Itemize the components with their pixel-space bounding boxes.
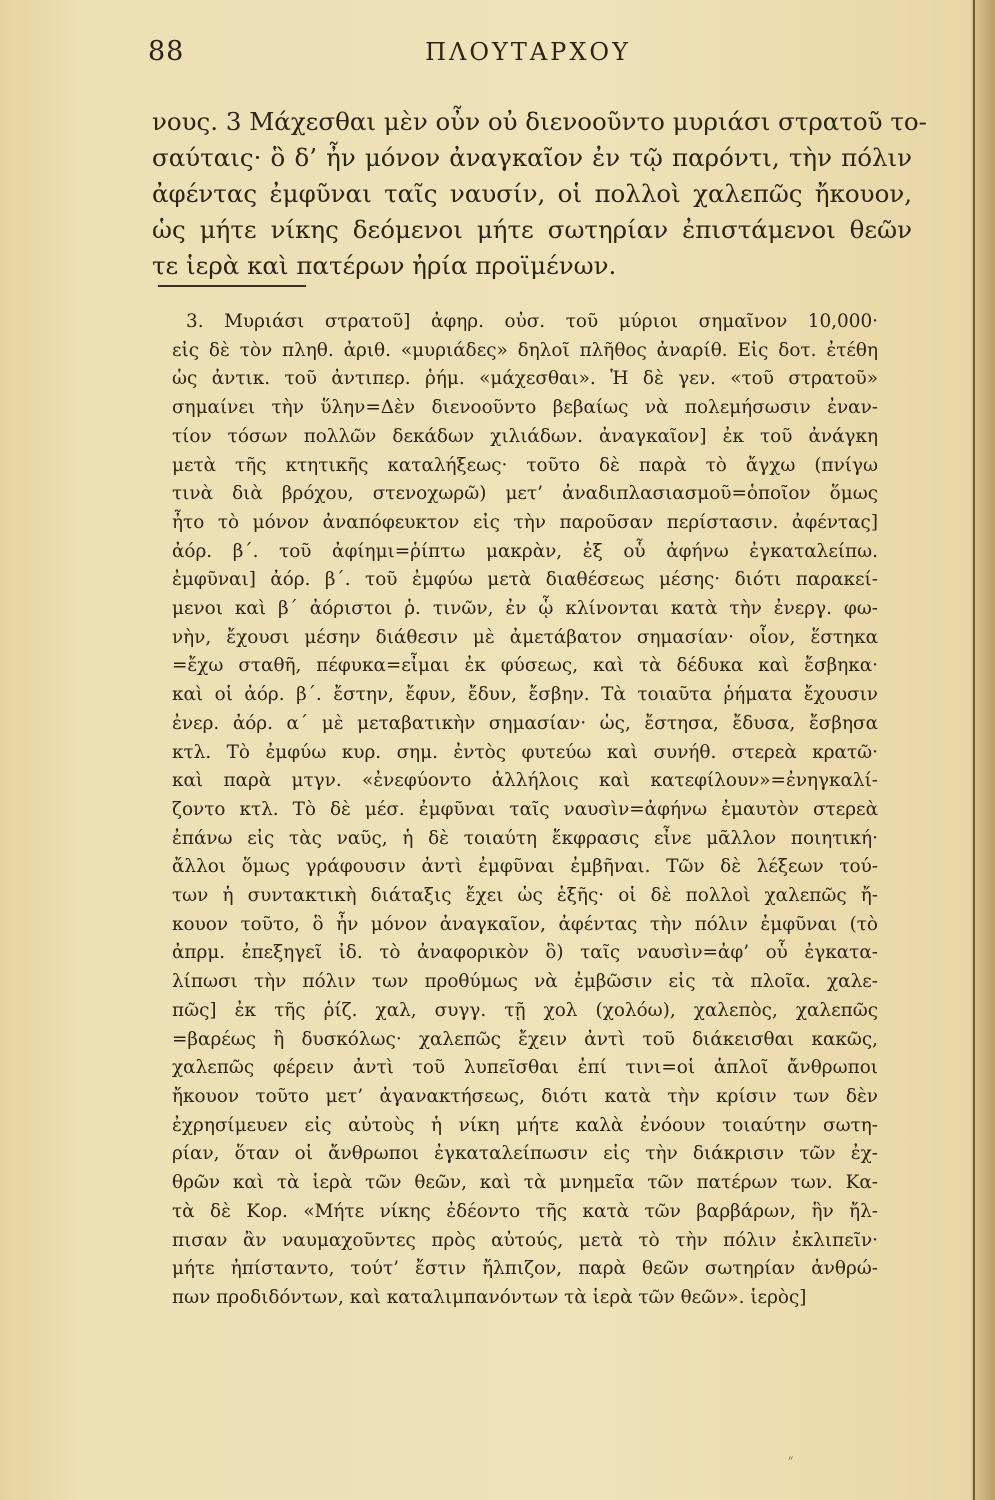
note-line: ἦτο τὸ μόνον ἀναπόφευκτον εἰς τὴν παροῦσαν περίστασιν. ἀφέντας] bbox=[172, 511, 878, 533]
note-line: εἰς δὲ τὸν πληθ. ἀριθ. «μυριάδες» δηλοῖ πλῆθος ἀναρίθ. Εἰς δοτ. ἐτέθη bbox=[172, 339, 878, 361]
commentary-notes bbox=[172, 308, 878, 1313]
note-line: ἀόρ. β΄. τοῦ ἀφίημι=ῥίπτω μακρὰν, ἐξ οὗ ἀφήνω ἐγκαταλείπω. bbox=[172, 540, 878, 562]
note-line: ρίαν, ὅταν οἱ ἄνθρωποι ἐγκαταλείπωσιν εἰς τὴν διάκρισιν τῶν ἐχ- bbox=[172, 1143, 878, 1165]
note-line: τινὰ διὰ βρόχου, στενοχωρῶ) μετ’ ἀναδιπλασιασμοῦ=ὁποῖον ὅμως bbox=[172, 483, 878, 505]
note-line: πων προδιδόντων, καὶ καταλιμπανόντων τὰ ἱερὰ τῶν θεῶν». ἱερὸς] bbox=[172, 1286, 807, 1308]
page-number: 88 bbox=[148, 36, 185, 67]
note-line: λίπωσι τὴν πόλιν των προθύμως νὰ ἐμβῶσιν εἰς τὰ πλοῖα. χαλε- bbox=[172, 971, 878, 993]
note-line: τίον τόσων πολλῶν δεκάδων χιλιάδων. ἀναγκαῖον] ἐκ τοῦ ἀνάγκη bbox=[172, 425, 878, 447]
note-line: σημαίνει τὴν ὕλην=Δὲν διενοοῦντο βεβαίως νὰ πολεμήσωσιν ἐναν- bbox=[172, 397, 878, 419]
note-line: ζοντο κτλ. Τὸ δὲ μέσ. ἐμφῦναι ταῖς ναυσὶν=ἀφήνω ἐμαυτὸν στερεὰ bbox=[172, 798, 878, 820]
main-text-line: σαύταις· ὃ δ’ ἦν μόνον ἀναγκαῖον ἐν τῷ παρόντι, τὴν πόλιν bbox=[152, 143, 912, 172]
note-line: ὡς ἀντικ. τοῦ ἀντιπερ. ῥήμ. «μάχεσθαι». Ἡ δὲ γεν. «τοῦ στρατοῦ» bbox=[172, 368, 878, 390]
running-title: ΠΛΟΥΤΑΡΧΟΥ bbox=[425, 38, 631, 66]
page-header bbox=[148, 36, 908, 76]
footnote-rule bbox=[158, 285, 306, 287]
note-line: νὴν, ἔχουσι μέσην διάθεσιν μὲ ἀμετάβατον σημασίαν· οἷον, ἕστηκα bbox=[172, 626, 878, 648]
main-text-line: νους. 3 Μάχεσθαι μὲν οὖν οὐ διενοοῦντο μυριάσι στρατοῦ το- bbox=[152, 107, 927, 136]
main-text-line: ὡς μήτε νίκης δεόμενοι μήτε σωτηρίαν ἐπιστάμενοι θεῶν bbox=[152, 215, 912, 244]
main-text-line: τε ἱερὰ καὶ πατέρων ἠρία προϊμένων. bbox=[152, 251, 617, 280]
note-line: ἐπάνω εἰς τὰς ναῦς, ἡ δὲ τοιαύτη ἔκφρασις εἶνε μᾶλλον ποιητική· bbox=[172, 827, 878, 849]
note-line: ἐμφῦναι] ἀόρ. β΄. τοῦ ἐμφύω μετὰ διαθέσεως μέσης· διότι παρακεί- bbox=[172, 569, 878, 591]
note-line: μετὰ τῆς κτητικῆς καταλήξεως· τοῦτο δὲ παρὰ τὸ ἄγχω (πνίγω bbox=[172, 454, 878, 476]
note-line: ἄλλοι ὅμως γράφουσιν ἀντὶ ἐμφῦναι ἐμβῆναι. Τῶν δὲ λέξεων τού- bbox=[172, 856, 878, 878]
note-line: κουον τοῦτο, ὃ ἦν μόνον ἀναγκαῖον, ἀφέντας τὴν πόλιν ἐμφῦναι (τὸ bbox=[172, 913, 878, 935]
note-line: χαλεπῶς φέρειν ἀντὶ τοῦ λυπεῖσθαι ἐπί τινι=οἱ ἁπλοῖ ἄνθρωποι bbox=[172, 1057, 878, 1079]
note-line: μενοι καὶ β΄ ἀόριστοι ῥ. τινῶν, ἐν ᾧ κλίνονται κατὰ τὴν ἐνεργ. φω- bbox=[172, 598, 878, 620]
main-text-line: ἀφέντας ἐμφῦναι ταῖς ναυσίν, οἱ πολλοὶ χαλεπῶς ἤκουον, bbox=[152, 179, 912, 208]
note-line: =βαρέως ἢ δυσκόλως· χαλεπῶς ἔχειν ἀντὶ τοῦ διάκεισθαι κακῶς, bbox=[172, 1028, 878, 1050]
note-line: πισαν ἂν ναυμαχοῦντες πρὸς αὐτούς, μετὰ τὸ τὴν πόλιν ἐκλιπεῖν· bbox=[172, 1229, 878, 1251]
note-line: =ἔχω σταθῆ, πέφυκα=εἶμαι ἐκ φύσεως, καὶ τὰ δέδυκα καὶ ἔσβηκα· bbox=[172, 655, 878, 677]
footer-mark: ״ bbox=[788, 1452, 794, 1468]
note-line: πῶς] ἐκ τῆς ῥίζ. χαλ, συγγ. τῇ χολ (χολόω), χαλεπὸς, χαλεπῶς bbox=[172, 999, 878, 1021]
main-text bbox=[152, 104, 927, 284]
note-line: μήτε ἠπίσταντο, τούτ’ ἔστιν ἤλπιζον, παρὰ θεῶν σωτηρίαν ἀνθρώ- bbox=[172, 1258, 878, 1280]
note-line: των ἡ συντακτικὴ διάταξις ἔχει ὡς ἑξῆς· οἱ δὲ πολλοὶ χαλεπῶς ἤ- bbox=[172, 885, 878, 907]
note-line: καὶ οἱ ἀόρ. β΄. ἔστην, ἔφυν, ἔδυν, ἔσβην. Τὰ τοιαῦτα ῥήματα ἔχουσιν bbox=[172, 684, 878, 706]
note-line: κτλ. Τὸ ἐμφύω κυρ. σημ. ἐντὸς φυτεύω καὶ συνήθ. στερεὰ κρατῶ· bbox=[172, 741, 878, 763]
note-line: 3. Μυριάσι στρατοῦ] ἀφηρ. οὐσ. τοῦ μύριοι σημαῖνον 10,000· bbox=[186, 311, 878, 332]
page-edge-line bbox=[973, 0, 975, 1500]
note-line: ἐνερ. ἀόρ. α΄ μὲ μεταβατικὴν σημασίαν· ὡς, ἔστησα, ἔδυσα, ἔσβησα bbox=[172, 712, 878, 734]
note-line: τὰ δὲ Κορ. «Μήτε νίκης ἐδέοντο τῆς κατὰ τῶν βαρβάρων, ἣν ἤλ- bbox=[172, 1200, 878, 1222]
note-line: θρῶν καὶ τὰ ἱερὰ τῶν θεῶν, καὶ τὰ μνημεῖα τῶν πατέρων των. Κα- bbox=[172, 1172, 878, 1194]
note-line: ἐχρησίμευεν εἰς αὐτοὺς ἡ νίκη μήτε καλὰ ἐνόουν τοιαύτην σωτη- bbox=[172, 1114, 878, 1136]
note-line: ἤκουον τοῦτο μετ’ ἀγανακτήσεως, διότι κατὰ τὴν κρίσιν των δὲν bbox=[172, 1085, 878, 1107]
note-line: καὶ παρὰ μτγν. «ἐνεφύοντο ἀλλήλοις καὶ κατεφίλουν»=ἐνηγκαλί- bbox=[172, 770, 878, 792]
note-line: ἀπρμ. ἐπεξηγεῖ ἰδ. τὸ ἀναφορικὸν ὃ) ταῖς ναυσὶν=ἀφ’ οὗ ἐγκατα- bbox=[172, 942, 878, 964]
